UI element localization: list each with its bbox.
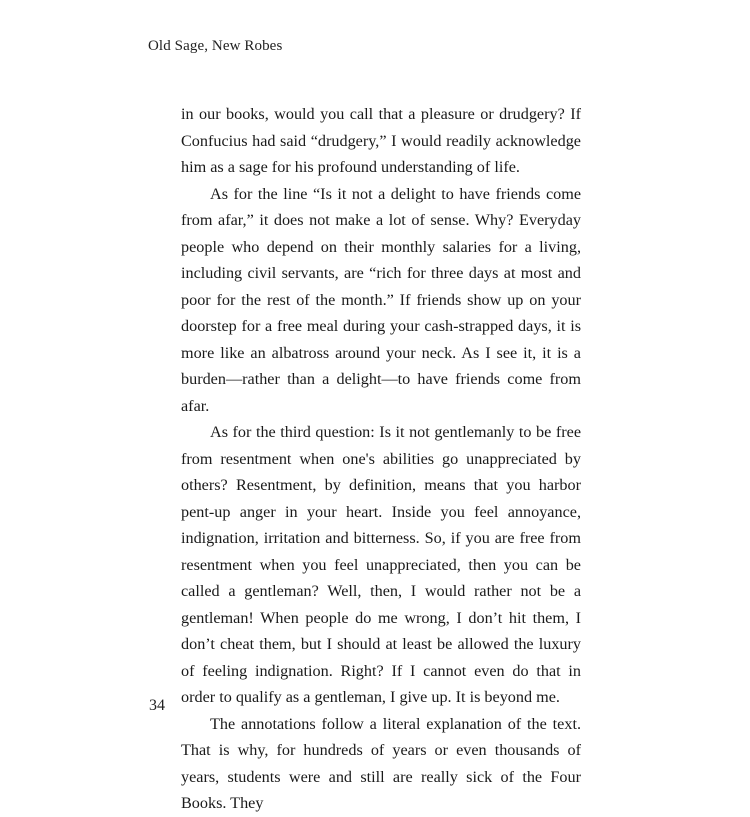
paragraph-resentment: As for the third question: Is it not gentlemanly to be free from resentment when one's abilities go unappreciated by others? Resentment, by definition, means that you harbor pent-up anger in your heart. Inside you feel annoyance, indignation, irritation and bitterness. So, if you are free from resentment when you feel unappreciated, then you can be called a gentleman? Well, then, I would rather not be a gentleman! When people do me wrong, I don’t hit them, I don’t cheat them, but I should at least be allowed the luxury of feeling indignation. Right? If I cannot even do that in order to qualify as a gentleman, I give up. It is beyond me. [181,423,581,706]
paragraph-friends-from-afar: As for the line “Is it not a delight to have friends come from afar,” it does not make a lot of sense. Why? Everyday people who depend on their monthly salaries for a living, including civil servants, are “rich for three days at most and poor for the rest of the month.” If friends show up on your doorstep for a free meal during your cash-strapped days, it is more like an albatross around your neck. As I see it, it is a burden—rather than a delight—to have friends come from afar. [181,184,581,415]
running-head: Old Sage, New Robes [148,38,283,54]
page-number: 34 [149,697,165,714]
paragraph-annotations: The annotations follow a literal explanation of the text. That is why, for hundreds of years or even thousands of years, students were and still are really sick of the Four Books. They [181,714,581,812]
body-text [181,101,581,817]
paragraph-continued: in our books, would you call that a pleasure or drudgery? If Confucius had said “drudgery,” I would readily acknowledge him as a sage for his profound understanding of life. [181,105,581,176]
